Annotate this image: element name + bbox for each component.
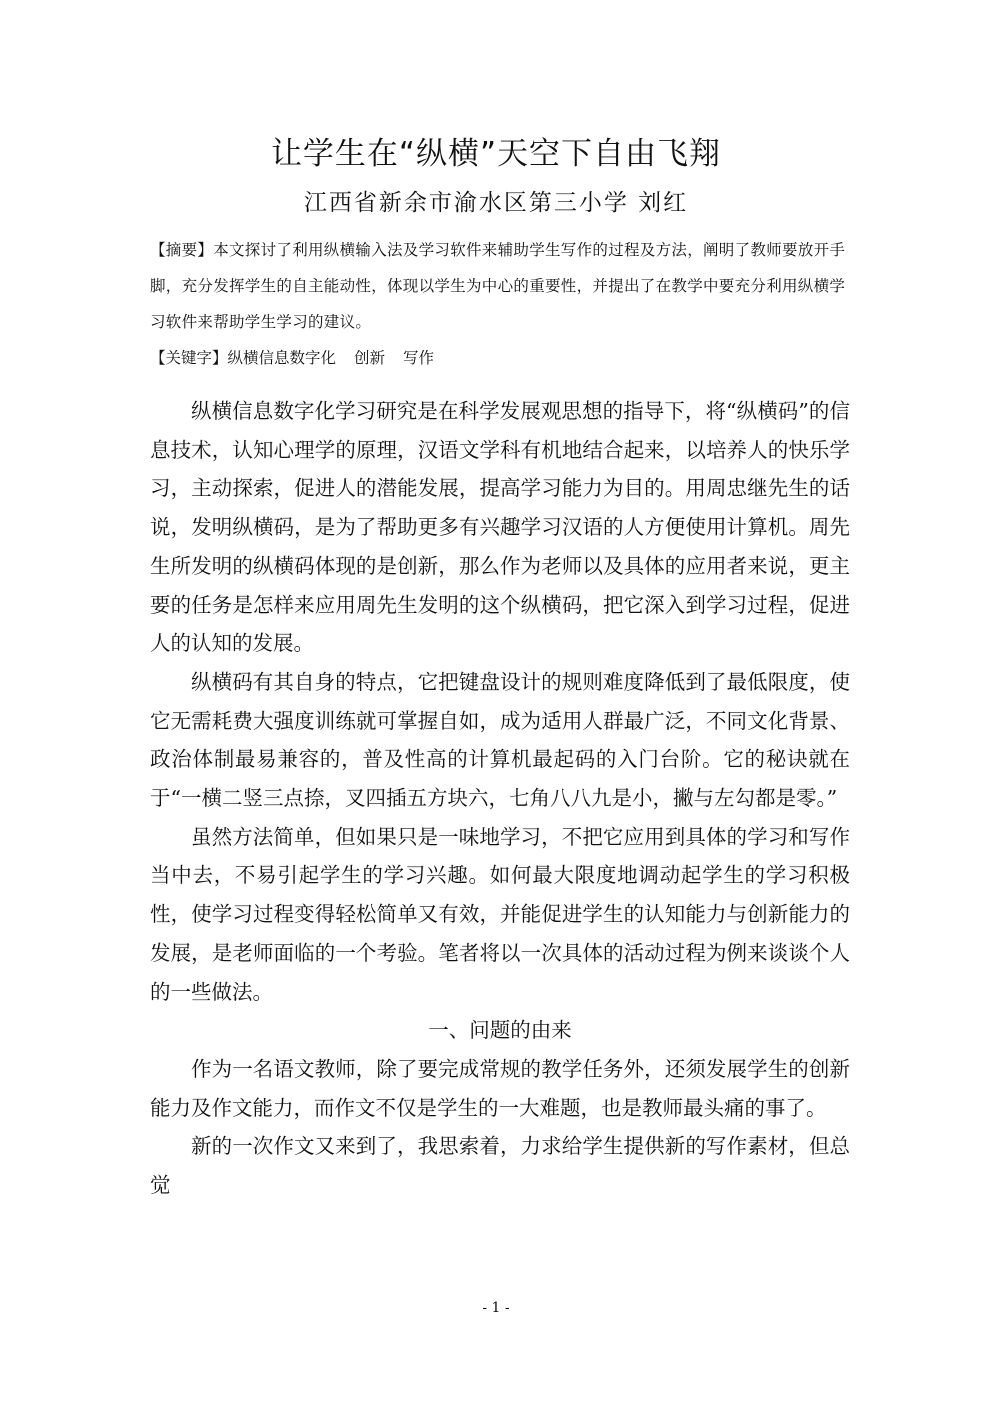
body-paragraph: 虽然方法简单，但如果只是一味地学习，不把它应用到具体的学习和写作当中去，不易引起学生的学习兴趣。如何最大限度地调动起学生的学习积极性，使学习过程变得轻松简单又有效，并能促进学生的认知能力与创新能力的发展，是老师面临的一个考验。笔者将以一次具体的活动过程为例来谈谈个人的一些做法。 bbox=[150, 824, 850, 1004]
page-number: - 1 - bbox=[482, 1300, 510, 1316]
keywords-label: 【关键字】 bbox=[150, 349, 228, 367]
abstract-text: 本文探讨了利用纵横输入法及学习软件来辅助学生写作的过程及方法，阐明了教师要放开手脚，充分发挥学生的自主能动性，体现以学生为中心的重要性，并提出了在教学中要充分利用纵横学习软件来帮助学生学习的建议。 bbox=[150, 241, 846, 331]
body-paragraph: 新的一次作文又来到了，我思索着，力求给学生提供新的写作素材，但总觉 bbox=[150, 1134, 850, 1198]
author-line: 江西省新余市渝水区第三小学 刘红 bbox=[303, 190, 689, 216]
keyword-item: 纵横信息数字化 bbox=[227, 349, 337, 367]
abstract bbox=[150, 232, 850, 340]
section-heading: 一、问题的由来 bbox=[428, 1018, 572, 1043]
body-paragraph: 作为一名语文教师，除了要完成常规的教学任务外，还须发展学生的创新能力及作文能力，而作文不仅是学生的一大难题，也是教师最头痛的事了。 bbox=[150, 1056, 850, 1120]
document-title: 让学生在“纵横”天空下自由飞翔 bbox=[270, 136, 722, 172]
keywords bbox=[150, 343, 850, 373]
keyword-item: 写作 bbox=[403, 349, 435, 367]
document-body bbox=[150, 392, 850, 1205]
abstract-label: 【摘要】 bbox=[150, 241, 214, 259]
keyword-item: 创新 bbox=[354, 349, 386, 367]
body-paragraph: 纵横码有其自身的特点，它把键盘设计的规则难度降低到了最低限度，使它无需耗费大强度训练就可掌握自如，成为适用人群最广泛，不同文化背景、政治体制最易兼容的，普及性高的计算机最起码的入门台阶。它的秘诀就在于“一横二竖三点捺，叉四插五方块六，七角八八九是小，撇与左勾都是零。” bbox=[150, 669, 850, 811]
body-paragraph: 纵横信息数字化学习研究是在科学发展观思想的指导下，将“纵横码”的信息技术，认知心理学的原理，汉语文学科有机地结合起来，以培养人的快乐学习，主动探索，促进人的潜能发展，提高学习能力为目的。用周忠继先生的话说，发明纵横码，是为了帮助更多有兴趣学习汉语的人方便使用计算机。周先生所发明的纵横码体现的是创新，那么作为老师以及具体的应用者来说，更主要的任务是怎样来应用周先生发明的这个纵横码，把它深入到学习过程，促进人的认知的发展。 bbox=[150, 399, 850, 656]
